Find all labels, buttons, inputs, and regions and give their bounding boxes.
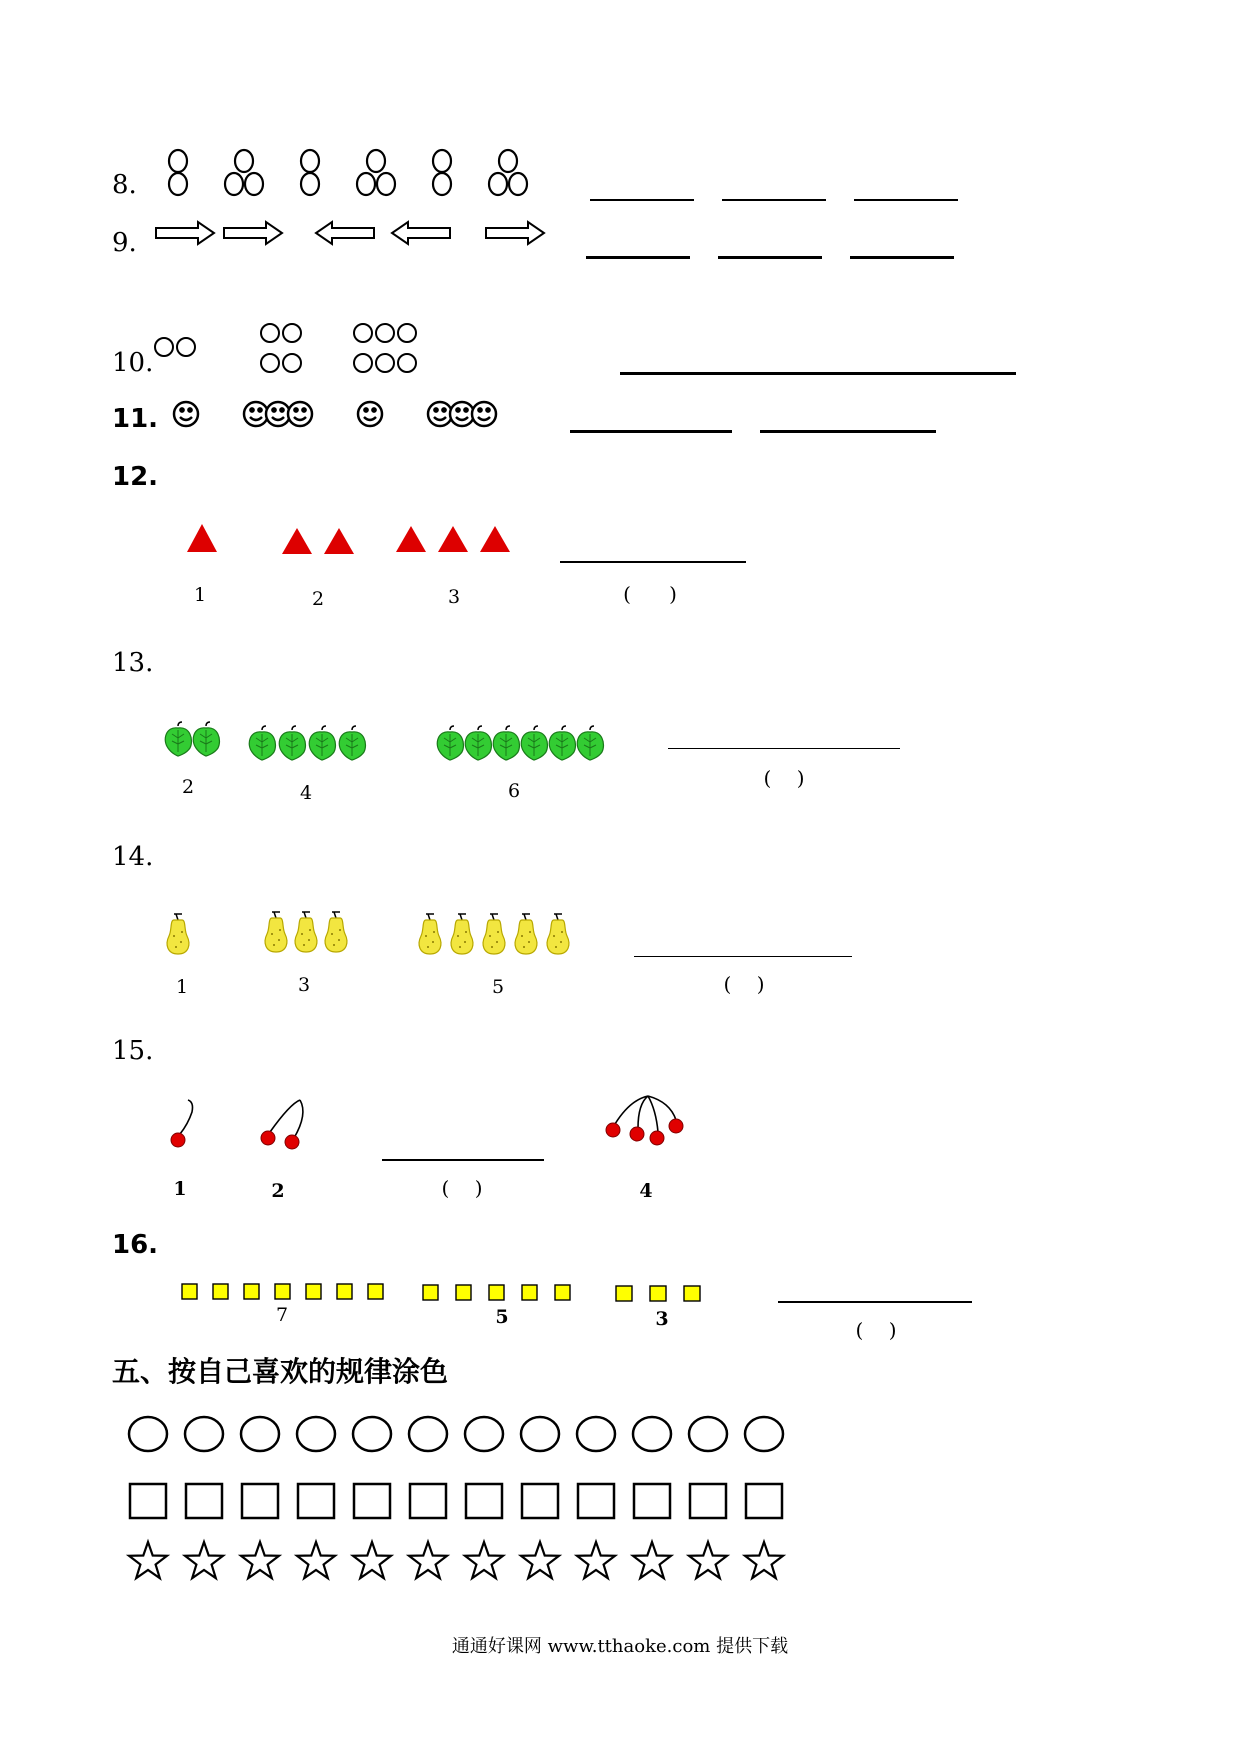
circle-icon (185, 1417, 223, 1451)
square-icon (616, 1286, 632, 1301)
circle-icon (577, 1417, 615, 1451)
q14-pears (162, 908, 582, 968)
square-icon (368, 1284, 383, 1299)
square-icon (578, 1484, 614, 1518)
q16-answer-paren: ( ) (855, 1318, 897, 1342)
cherry-icon (650, 1131, 664, 1145)
cherry-icon (669, 1119, 683, 1133)
q9-answer-blank-3[interactable] (850, 256, 954, 259)
q15-label-4: 4 (639, 1180, 653, 1202)
arrow-right-icon (486, 222, 544, 244)
square-icon (186, 1484, 222, 1518)
q11-smiley-pattern (170, 396, 510, 436)
cherry-icon (171, 1133, 185, 1147)
q12-label-2: 2 (311, 588, 325, 610)
arrow-right-icon (224, 222, 282, 244)
star-icon (185, 1542, 223, 1578)
q8-answer-blank-1[interactable] (590, 199, 694, 201)
q10-circle-groups (152, 318, 452, 388)
q12-answer-blank[interactable] (560, 561, 746, 563)
triangle-icon (282, 528, 312, 554)
q9-arrows-pattern (154, 218, 574, 248)
q9-answer-blank-2[interactable] (718, 256, 822, 259)
q16-label-1: 7 (275, 1304, 289, 1326)
square-icon (489, 1285, 504, 1300)
q14-label-2: 3 (297, 974, 311, 996)
square-icon (354, 1484, 390, 1518)
star-icon (241, 1542, 279, 1578)
q12-answer-paren: ( ) (623, 582, 677, 606)
triangle-icon (187, 524, 217, 552)
q13-leaves (160, 716, 620, 766)
circle-icon (689, 1417, 727, 1451)
arrow-left-icon (316, 222, 374, 244)
star-icon (745, 1542, 783, 1578)
square-icon (298, 1484, 334, 1518)
triangle-icon (480, 526, 510, 552)
square-icon (456, 1285, 471, 1300)
circle-icon (297, 1417, 335, 1451)
circle-icon (465, 1417, 503, 1451)
square-icon (275, 1284, 290, 1299)
q14-label-1: 1 (175, 976, 189, 998)
question-number-14: 14. (112, 842, 154, 872)
q15-answer-paren: ( ) (441, 1176, 483, 1200)
q13-label-1: 2 (181, 776, 195, 798)
triangle-icon (438, 526, 468, 552)
circle-icon (521, 1417, 559, 1451)
star-icon (689, 1542, 727, 1578)
square-icon (650, 1286, 666, 1301)
triangle-icon (396, 526, 426, 552)
q8-circles-pattern (160, 148, 580, 208)
q12-triangles (186, 522, 526, 562)
square-icon (522, 1484, 558, 1518)
circle-icon (745, 1417, 783, 1451)
star-icon (465, 1542, 503, 1578)
question-number-10: 10. (112, 348, 154, 378)
star-icon (353, 1542, 391, 1578)
section5-circles-row[interactable] (128, 1412, 808, 1456)
square-icon (466, 1484, 502, 1518)
circle-icon (409, 1417, 447, 1451)
square-icon (423, 1285, 438, 1300)
arrow-right-icon (156, 222, 214, 244)
star-icon (297, 1542, 335, 1578)
square-icon (634, 1484, 670, 1518)
circle-icon (241, 1417, 279, 1451)
q11-answer-blank-2[interactable] (760, 430, 936, 433)
square-icon (213, 1284, 228, 1299)
q14-label-3: 5 (491, 976, 505, 998)
square-icon (684, 1286, 700, 1301)
question-number-11: 11. (112, 404, 159, 434)
square-icon (410, 1484, 446, 1518)
star-icon (633, 1542, 671, 1578)
q13-answer-blank[interactable] (668, 748, 900, 749)
q13-label-2: 4 (299, 782, 313, 804)
cherry-icon (606, 1123, 620, 1137)
q16-label-2: 5 (495, 1306, 509, 1328)
square-icon (337, 1284, 352, 1299)
square-icon (242, 1484, 278, 1518)
q9-answer-blank-1[interactable] (586, 256, 690, 259)
cherry-icon (261, 1131, 275, 1145)
star-icon (577, 1542, 615, 1578)
q15-label-2: 2 (271, 1180, 285, 1202)
circle-icon (129, 1417, 167, 1451)
q14-answer-paren: ( ) (723, 972, 765, 996)
square-icon (522, 1285, 537, 1300)
q11-answer-blank-1[interactable] (570, 430, 732, 433)
q16-answer-blank[interactable] (778, 1301, 972, 1303)
question-number-12: 12. (112, 462, 159, 492)
star-icon (129, 1542, 167, 1578)
q15-label-1: 1 (173, 1178, 187, 1200)
triangle-icon (324, 528, 354, 554)
square-icon (746, 1484, 782, 1518)
section5-stars-row[interactable] (128, 1540, 808, 1588)
circle-icon (353, 1417, 391, 1451)
q15-cherries (160, 1094, 680, 1164)
q8-answer-blank-2[interactable] (722, 199, 826, 201)
q13-label-3: 6 (507, 780, 521, 802)
q15-answer-blank[interactable] (382, 1159, 544, 1161)
square-icon (306, 1284, 321, 1299)
question-number-16: 16. (112, 1230, 159, 1260)
square-icon (690, 1484, 726, 1518)
square-icon (182, 1284, 197, 1299)
question-number-13: 13. (112, 648, 154, 678)
question-number-15: 15. (112, 1036, 154, 1066)
cherry-icon (285, 1135, 299, 1149)
q14-answer-blank[interactable] (634, 956, 852, 957)
question-number-9: 9. (112, 228, 137, 258)
circle-icon (633, 1417, 671, 1451)
square-icon (555, 1285, 570, 1300)
page-footer: 通通好课网 www.tthaoke.com 提供下载 (451, 1636, 789, 1657)
square-icon (130, 1484, 166, 1518)
arrow-left-icon (392, 222, 450, 244)
q16-label-3: 3 (655, 1308, 669, 1330)
star-icon (521, 1542, 559, 1578)
section5-title: 五、按自己喜欢的规律涂色 (112, 1355, 449, 1388)
question-number-8: 8. (112, 170, 137, 200)
q12-label-3: 3 (447, 586, 461, 608)
square-icon (244, 1284, 259, 1299)
star-icon (409, 1542, 447, 1578)
section5-squares-row[interactable] (128, 1480, 808, 1524)
q8-answer-blank-3[interactable] (854, 199, 958, 201)
q10-answer-blank[interactable] (620, 372, 1016, 375)
q13-answer-paren: ( ) (763, 766, 805, 790)
q12-label-1: 1 (193, 584, 207, 606)
cherry-icon (630, 1127, 644, 1141)
